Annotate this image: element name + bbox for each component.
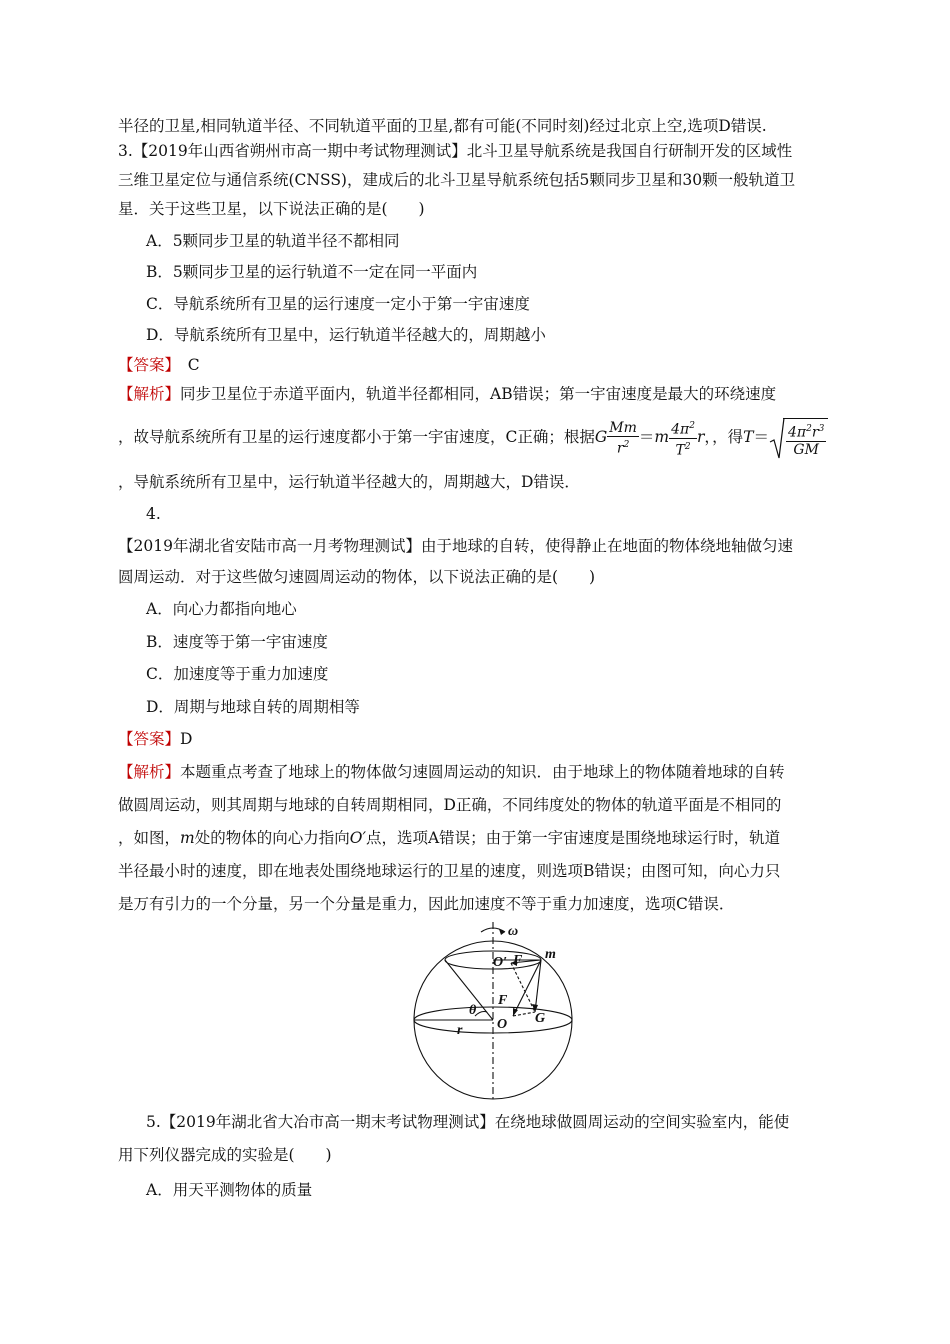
q4-number: 4. bbox=[146, 505, 161, 523]
frac-denominator-2 bbox=[669, 439, 697, 459]
q3-answer-value: C bbox=[172, 356, 200, 374]
label-theta: θ bbox=[469, 1003, 477, 1018]
q4-option-b: B．速度等于第一宇宙速度 bbox=[146, 633, 328, 651]
answer-tag: 【答案】 bbox=[118, 356, 173, 374]
arrowhead-F bbox=[513, 1008, 518, 1016]
q4-header bbox=[118, 536, 793, 556]
label-O: O bbox=[497, 1017, 508, 1032]
q4-option-a: A．向心力都指向地心 bbox=[146, 600, 297, 618]
frac-numerator-2 bbox=[669, 418, 697, 439]
q4-source: 【2019年湖北省安陆市高一月考物理测试】 bbox=[118, 537, 421, 555]
label-F: F bbox=[498, 993, 508, 1008]
label-O-prime: O′ bbox=[493, 955, 508, 970]
q4-exp-text-3b: 处的物体的向心力指向 bbox=[194, 829, 350, 847]
formula-frac-4pi2-T2 bbox=[669, 418, 697, 458]
q3-explanation-2: ，故导航系统所有卫星的运行速度都小于第一宇宙速度，C正确；根据G $\frac{Mm}{r^2}$ ＝m $\frac{4\pi^2}{T^2}$ r，，得T＝ $\frac{4\pi^2r^3}{GM}$ bbox=[118, 418, 828, 458]
line-continuation: 半径的卫星,相同轨道半径、不同轨道平面的卫星,都有可能(不同时刻)经过北京上空,选项D错误. bbox=[118, 117, 767, 135]
q4-answer-value: D bbox=[180, 730, 193, 748]
q4-text-1: 由于地球的自转，使得静止在地面的物体绕地轴做匀速 bbox=[420, 537, 793, 555]
sqrt-numerator: $4\pi^2r^3$ bbox=[786, 421, 826, 442]
var-O-prime: O′ bbox=[349, 829, 366, 847]
q3-number: 3. bbox=[118, 142, 133, 160]
den-T: T bbox=[675, 442, 685, 459]
sqrt-sign-icon bbox=[769, 414, 785, 460]
q4-answer bbox=[118, 729, 192, 749]
frac-numerator: Mm bbox=[609, 419, 637, 436]
num-4pi: 4π bbox=[671, 421, 690, 438]
q4-option-d: D．周期与地球自转的周期相等 bbox=[146, 698, 360, 716]
q3-explanation-3: ，导航系统所有卫星中，运行轨道半径越大的，周期越大，D错误． bbox=[118, 473, 580, 491]
theta-arc bbox=[475, 1012, 487, 1017]
den-r: r bbox=[616, 440, 624, 457]
q3-option-a: A．5颗同步卫星的轨道半径不都相同 bbox=[146, 232, 400, 250]
sqrt-frac bbox=[786, 421, 826, 458]
q4-exp-text-3a: ，如图， bbox=[118, 829, 181, 847]
q4-exp-text-3c: 点，选项A错误；由于第一宇宙速度是围绕地球运行时，轨道 bbox=[365, 829, 781, 847]
q3-explanation-1 bbox=[118, 384, 776, 404]
sqrt-exp2: 2 bbox=[806, 424, 812, 435]
q4-option-c: C．加速度等于重力加速度 bbox=[146, 665, 329, 683]
formula-eq2: ＝ bbox=[753, 428, 770, 447]
q3-text-2: 三维卫星定位与通信系统(CNSS)，建成后的北斗卫星导航系统包括5颗同步卫星和30颗一般轨道卫 bbox=[118, 171, 796, 189]
parallelogram-dash-1 bbox=[513, 1012, 535, 1016]
q3-option-b: B．5颗同步卫星的运行轨道不一定在同一平面内 bbox=[146, 263, 478, 281]
explanation-tag: 【解析】 bbox=[118, 385, 181, 403]
q4-explanation-3 bbox=[118, 828, 780, 848]
frac-denominator bbox=[607, 437, 639, 457]
formula-sqrt bbox=[769, 418, 828, 458]
label-omega: ω bbox=[508, 924, 519, 939]
label-r: r bbox=[457, 1023, 463, 1038]
q3-text-1: 北斗卫星导航系统是我国自行研制开发的区域性 bbox=[466, 142, 793, 160]
earth-rotation-diagram bbox=[405, 920, 580, 1100]
formula-m: m bbox=[654, 428, 670, 447]
label-F-prime: F bbox=[513, 953, 523, 968]
q3-exp-text-2b: ，得 bbox=[712, 428, 744, 447]
sqrt-4pi: 4π bbox=[788, 424, 807, 441]
q3-text-3: 星．关于这些卫星，以下说法正确的是( ) bbox=[118, 200, 425, 218]
q3-exp-text-1: 同步卫星位于赤道平面内，轨道半径都相同，AB错误；第一宇宙速度是最大的环绕速度 bbox=[180, 385, 777, 403]
q4-explanation-5: 是万有引力的一个分量，另一个分量是重力，因此加速度不等于重力加速度，选项C错误． bbox=[118, 895, 735, 913]
q3-exp-text-2a: ，故导航系统所有卫星的运行速度都小于第一宇宙速度，C正确；根据 bbox=[118, 428, 595, 447]
label-m: m bbox=[545, 947, 556, 962]
var-m: m bbox=[180, 829, 195, 847]
sqrt-exp3: 3 bbox=[818, 424, 825, 435]
explanation-tag-2: 【解析】 bbox=[118, 763, 181, 781]
den-exp: 2 bbox=[623, 439, 630, 450]
q3-answer bbox=[118, 355, 200, 375]
formula-r: r bbox=[696, 428, 705, 447]
den-T-exp: 2 bbox=[684, 441, 691, 452]
q5-text-2: 用下列仪器完成的实验是( ) bbox=[118, 1146, 332, 1164]
q4-explanation-4: 半径最小时的速度，即在地表处围绕地球运行的卫星的速度，则选项B错误；由图可知，向心力只 bbox=[118, 862, 781, 880]
gravity-G-arrow bbox=[535, 960, 541, 1012]
formula-T: T bbox=[743, 428, 754, 447]
num-exp: 2 bbox=[689, 421, 695, 431]
q3-header bbox=[118, 141, 792, 161]
q4-explanation-2: 做圆周运动，则其周期与地球的自转周期相同，D正确，不同纬度处的物体的轨道平面是不相同的 bbox=[118, 796, 782, 814]
sqrt-denominator: GM bbox=[793, 441, 819, 458]
q5-option-a: A．用天平测物体的质量 bbox=[146, 1181, 313, 1199]
q3-source: 【2019年山西省朔州市高一期中考试物理测试】 bbox=[132, 142, 467, 160]
q3-option-c: C．导航系统所有卫星的运行速度一定小于第一宇宙速度 bbox=[146, 295, 530, 313]
formula-G: G bbox=[594, 428, 608, 447]
q3-option-d: D．导航系统所有卫星中，运行轨道半径越大的，周期越小 bbox=[146, 326, 546, 344]
q4-text-2: 圆周运动．对于这些做匀速圆周运动的物体，以下说法正确的是( ) bbox=[118, 568, 596, 586]
parallelogram-dash-2 bbox=[511, 963, 535, 1012]
formula-eq: ＝ bbox=[638, 428, 655, 447]
formula-frac-Mm-r2 bbox=[607, 420, 639, 457]
q5-text-1: 5.【2019年湖北省大冶市高一期末考试物理测试】在绕地球做圆周运动的空间实验室内，能使 bbox=[146, 1113, 790, 1131]
q4-explanation-1 bbox=[118, 762, 785, 782]
label-G: G bbox=[535, 1011, 546, 1026]
q4-exp-text-1: 本题重点考查了地球上的物体做匀速圆周运动的知识．由于地球上的物体随着地球的自转 bbox=[180, 763, 785, 781]
answer-tag-2: 【答案】 bbox=[118, 730, 181, 748]
